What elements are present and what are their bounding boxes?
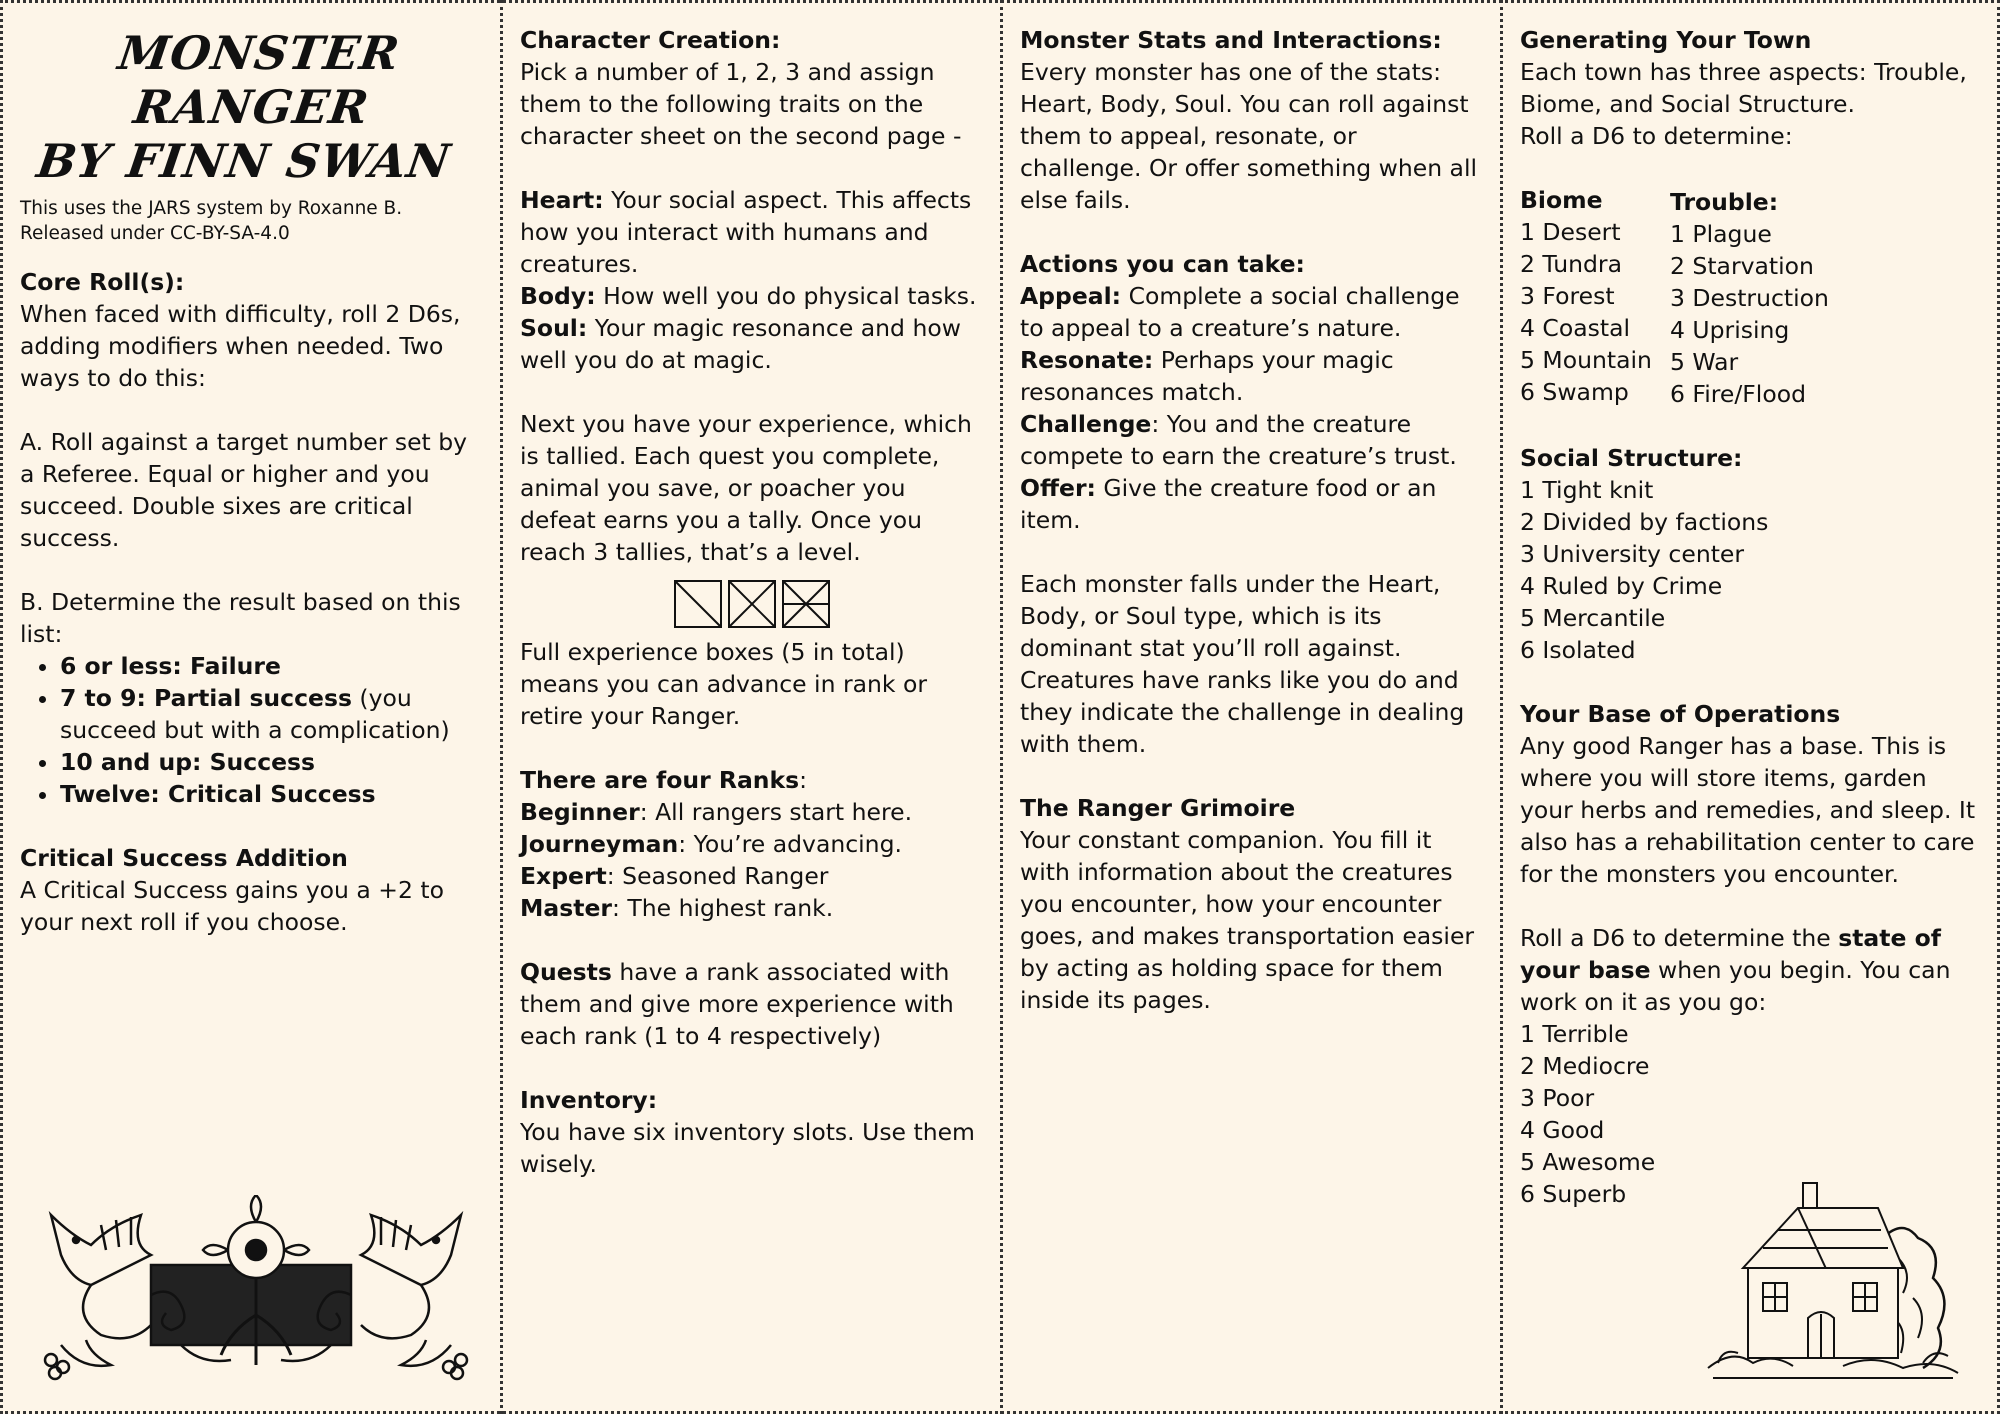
action-item: Resonate: Perhaps your magic resonances match. xyxy=(1020,346,1394,406)
list-item: 1 Plague xyxy=(1670,220,1772,248)
grimoire-text: Your constant companion. You fill it with information about the creatures you encounter, how your encounter goes, and makes transportation easier by acting as holding space for them inside its pages. xyxy=(1020,826,1475,1014)
town-tables xyxy=(1520,184,1980,410)
town-heading: Generating Your Town xyxy=(1520,26,1812,54)
tally-box-two-marks xyxy=(728,580,776,628)
credits: This uses the JARS system by Roxanne B. Released under CC-BY-SA-4.0 xyxy=(20,198,403,244)
list-item: 1 Tight knit xyxy=(1520,476,1654,504)
base-text: Any good Ranger has a base. This is where you will store items, garden your herbs and remedies, and sleep. It also has a rehabilitation center to care for the monsters you encounter. xyxy=(1520,732,1976,888)
list-item: 5 Mountain xyxy=(1520,346,1652,374)
experience-text: Next you have your experience, which is tallied. Each quest you complete, animal you save, or poacher you defeat earns you a tally. Once you reach 3 tallies, that’s a level. xyxy=(520,410,972,566)
list-item: 1 Terrible xyxy=(1520,1020,1629,1048)
action-item: Appeal: Complete a social challenge to appeal to a creature’s nature. xyxy=(1020,282,1460,342)
list-item: 4 Uprising xyxy=(1670,316,1790,344)
list-item: 4 Ruled by Crime xyxy=(1520,572,1723,600)
core-heading: Core Roll(s): xyxy=(20,268,185,296)
biome-table: Biome 1 Desert 2 Tundra 3 Forest 4 Coastal 5 Mountain 6 Swamp xyxy=(1520,184,1670,410)
list-item: • 7 to 9: Partial success (you succeed but with a complication) xyxy=(60,682,483,746)
creation-heading: Character Creation: xyxy=(520,26,781,54)
core-option-b: B. Determine the result based on this list: xyxy=(20,588,461,648)
actions-heading: Actions you can take: xyxy=(1020,250,1305,278)
list-item: 6 Fire/Flood xyxy=(1670,380,1806,408)
list-item: 4 Coastal xyxy=(1520,314,1630,342)
list-item: 5 Mercantile xyxy=(1520,604,1666,632)
dragon-ornament xyxy=(31,1195,481,1385)
monsters-intro: Every monster has one of the stats: Heart, Body, Soul. You can roll against them to appeal, resonate, or challenge. Or offer something when all else fails. xyxy=(1020,58,1478,214)
town-roll: Roll a D6 to determine: xyxy=(1520,122,1793,150)
list-item: 3 Poor xyxy=(1520,1084,1595,1112)
town-intro: Each town has three aspects: Trouble, Biome, and Social Structure. xyxy=(1520,58,1967,118)
full-experience-text: Full experience boxes (5 in total) means you can advance in rank or retire your Ranger. xyxy=(520,638,928,730)
trouble-table: Trouble: 1 Plague 2 Starvation 3 Destruction 4 Uprising 5 War 6 Fire/Flood xyxy=(1670,188,1829,408)
list-item: 5 Awesome xyxy=(1520,1148,1656,1176)
quests-text: Quests have a rank associated with them and give more experience with each rank (1 to 4 respectively) xyxy=(520,958,954,1050)
crit-heading: Critical Success Addition xyxy=(20,844,348,872)
action-item: Offer: Give the creature food or an item. xyxy=(1020,474,1437,534)
list-item: 2 Divided by factions xyxy=(1520,508,1769,536)
list-item: 6 Superb xyxy=(1520,1180,1627,1208)
list-item: 4 Good xyxy=(1520,1116,1605,1144)
result-list xyxy=(20,650,483,810)
base-roll-text: Roll a D6 to determine the state of your base when you begin. You can work on it as you go: xyxy=(1520,924,1951,1016)
crit-text: A Critical Success gains you a +2 to your next roll if you choose. xyxy=(20,876,444,936)
cottage-illustration xyxy=(1703,1178,1963,1388)
inventory-text: You have six inventory slots. Use them wisely. xyxy=(520,1118,975,1178)
column-monster-stats xyxy=(1000,0,1500,1414)
list-item: 3 Destruction xyxy=(1670,284,1829,312)
rank-item: Beginner: All rangers start here. xyxy=(520,798,913,826)
core-option-a: A. Roll against a target number set by a Referee. Equal or higher and you succeed. Double sixes are critical success. xyxy=(20,428,468,552)
list-item: 6 Swamp xyxy=(1520,378,1629,406)
column-core-rolls xyxy=(0,0,500,1414)
tally-boxes xyxy=(520,580,983,628)
rank-item: Master: The highest rank. xyxy=(520,894,834,922)
list-item: 1 Desert xyxy=(1520,218,1621,246)
creation-intro: Pick a number of 1, 2, 3 and assign them to the following traits on the character sheet on the second page - xyxy=(520,58,962,150)
list-item: 3 Forest xyxy=(1520,282,1615,310)
list-item: • 6 or less: Failure xyxy=(60,650,483,682)
column-character-creation xyxy=(500,0,1000,1414)
trait-body: Body: How well you do physical tasks. xyxy=(520,282,977,310)
monster-types-text: Each monster falls under the Heart, Body, or Soul type, which is its dominant stat you’ll roll against. Creatures have ranks like you do and they indicate the challenge in dealing with them. xyxy=(1020,570,1465,758)
list-item: 2 Tundra xyxy=(1520,250,1622,278)
list-item: • 10 and up: Success xyxy=(60,746,483,778)
action-item: Challenge: You and the creature compete to earn the creature’s trust. xyxy=(1020,410,1457,470)
tally-box-one-mark xyxy=(674,580,722,628)
base-heading: Your Base of Operations xyxy=(1520,700,1841,728)
tally-box-three-marks xyxy=(782,580,830,628)
grimoire-heading: The Ranger Grimoire xyxy=(1020,794,1296,822)
list-item: 2 Starvation xyxy=(1670,252,1814,280)
inventory-heading: Inventory: xyxy=(520,1086,658,1114)
column-town xyxy=(1500,0,2000,1414)
list-item: • Twelve: Critical Success xyxy=(60,778,483,810)
list-item: 2 Mediocre xyxy=(1520,1052,1650,1080)
list-item: 3 University center xyxy=(1520,540,1745,568)
monsters-heading: Monster Stats and Interactions: xyxy=(1020,26,1442,54)
list-item: 5 War xyxy=(1670,348,1739,376)
game-title: MONSTER RANGER BY FINN SWAN xyxy=(33,26,455,188)
ranks-heading: There are four Ranks: xyxy=(520,766,808,794)
rank-item: Expert: Seasoned Ranger xyxy=(520,862,829,890)
list-item: 6 Isolated xyxy=(1520,636,1636,664)
trait-heart: Heart: Your social aspect. This affects how you interact with humans and creatures. xyxy=(520,186,972,278)
social-heading: Social Structure: xyxy=(1520,444,1743,472)
rank-item: Journeyman: You’re advancing. xyxy=(520,830,902,858)
core-intro: When faced with difficulty, roll 2 D6s, adding modifiers when needed. Two ways to do this: xyxy=(20,300,461,392)
trait-soul: Soul: Your magic resonance and how well you do at magic. xyxy=(520,314,961,374)
